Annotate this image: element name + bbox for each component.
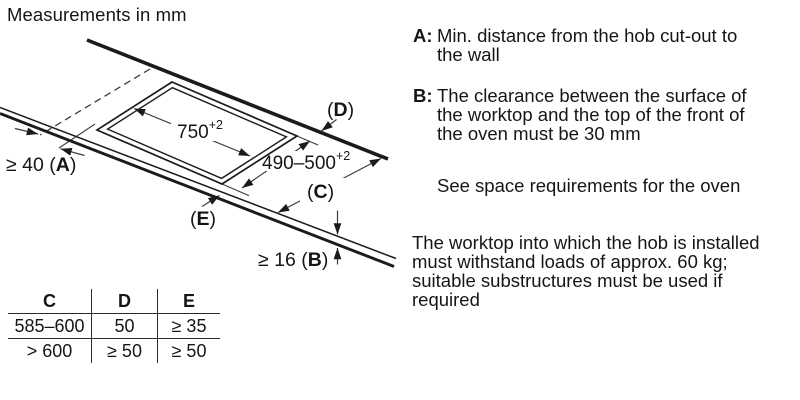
wall-dashed-projection xyxy=(40,69,150,135)
dim-b-label: ≥ 16 (B) xyxy=(258,249,329,271)
dim-a-label: ≥ 40 (A) xyxy=(6,154,77,176)
table-row xyxy=(8,314,220,339)
dim-750-label: $750^{+2}$ xyxy=(177,118,223,143)
table-header-d: D xyxy=(91,289,157,313)
label-d: (D) xyxy=(327,99,355,121)
installation-diagram xyxy=(0,0,400,290)
table-header-e: E xyxy=(157,289,220,313)
note-load: The worktop into which the hob is installed must withstand loads of approx. 60 kg; suitable substructures must be used if required xyxy=(412,232,760,310)
note-see-space: See space requirements for the oven xyxy=(437,175,741,196)
table-cell: 585–600 xyxy=(14,316,85,336)
extension-line-cutout-right xyxy=(297,136,318,145)
note-a-text: Min. distance from the hob cut-out to the wall xyxy=(437,25,738,65)
note-b-label: B: xyxy=(413,85,433,106)
label-e: (E) xyxy=(190,208,217,230)
label-c: (C) xyxy=(307,181,335,203)
note-a-label: A: xyxy=(413,25,433,46)
table-cell: > 600 xyxy=(26,341,73,361)
note-a xyxy=(413,26,752,64)
dimensions-table xyxy=(8,289,220,363)
page-title: Measurements in mm xyxy=(7,4,187,25)
table-cell: ≥ 50 xyxy=(91,339,157,363)
dim-490-500-label: $490-500^{+2}$ xyxy=(262,149,351,174)
table-header-row xyxy=(8,289,220,314)
note-b xyxy=(413,86,752,143)
table-row xyxy=(8,339,220,363)
table-cell: ≥ 35 xyxy=(157,314,220,338)
table-header-c: C xyxy=(43,291,56,311)
dim-a-arrow-right xyxy=(15,129,38,135)
note-b-text: The clearance between the surface of the worktop and the top of the front of the oven must be 30 mm xyxy=(437,85,747,144)
table-cell: 50 xyxy=(91,314,157,338)
label-d-arrow xyxy=(322,120,337,132)
table-cell: ≥ 50 xyxy=(157,339,220,363)
